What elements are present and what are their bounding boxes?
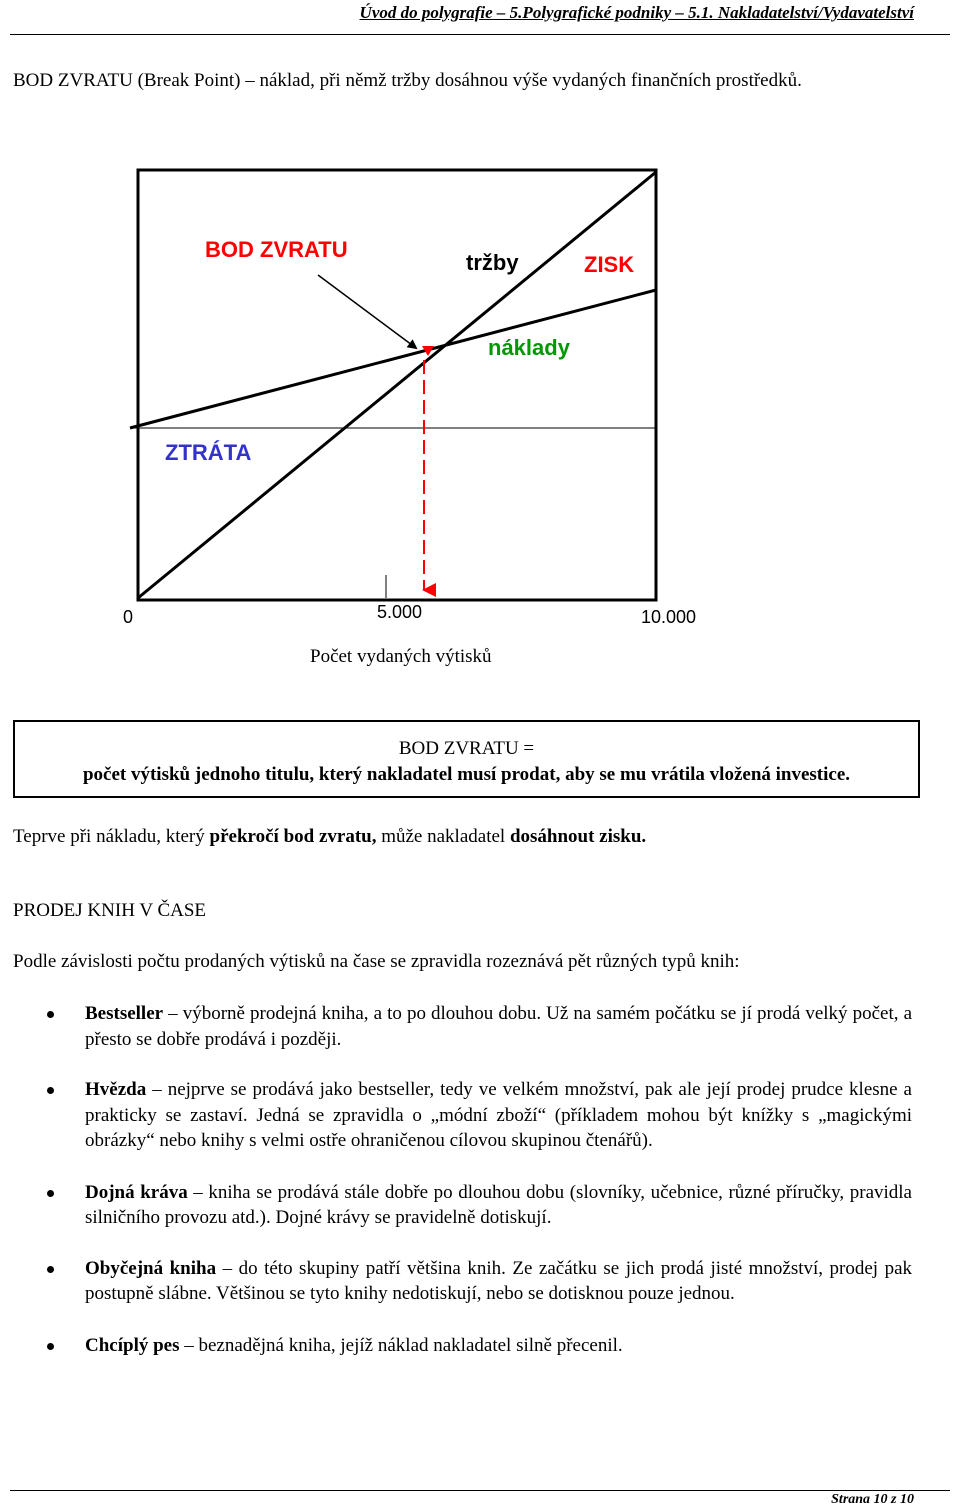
label-loss: ZTRÁTA [165, 440, 252, 465]
x-tick-10000: 10.000 [641, 607, 697, 627]
bullet-icon [47, 1087, 54, 1094]
list-item-obycejna-kniha [85, 1256, 912, 1307]
book-type-name: Chcíplý pes [85, 1334, 180, 1356]
book-type-text: – výborně prodejná kniha, a to po dlouhou dobu. Už na samém počátku se jí prodá velký počet, a přesto se dobře prodává i později. [85, 1003, 912, 1050]
note-part1: Teprve při nákladu, který [13, 826, 210, 847]
note-bold1: překročí bod zvratu, [209, 826, 377, 847]
cost-line [130, 290, 656, 428]
definition-heading: BOD ZVRATU = [398, 738, 535, 759]
label-break-even: BOD ZVRATU [205, 237, 348, 262]
x-axis-label: Počet vydaných výtisků [310, 646, 492, 667]
label-revenue: tržby [466, 250, 519, 275]
list-item-hvezda [85, 1077, 912, 1154]
book-types-list [0, 1001, 960, 1358]
x-tick-5000: 5.000 [377, 602, 423, 622]
book-type-name: Hvězda [85, 1079, 147, 1100]
break-even-note [13, 826, 646, 848]
list-item-chciply-pes [85, 1333, 912, 1359]
bullet-icon [47, 1011, 54, 1018]
note-bold2: dosáhnout zisku. [509, 826, 647, 847]
section-title: PRODEJ KNIH V ČASE [13, 900, 207, 921]
section-intro: Podle závislosti počtu prodaných výtisků na čase se zpravidla rozeznává pět různých typů knih: [13, 951, 740, 972]
footer-divider [10, 1490, 950, 1491]
intro-term: BOD ZVRATU [13, 70, 133, 91]
book-type-name: Bestseller [85, 1003, 164, 1024]
revenue-line [138, 172, 656, 598]
header-title: Úvod do polygrafie – 5.Polygrafické podniky – 5.1. Nakladatelství/Vydavatelství [359, 3, 914, 22]
label-costs: náklady [488, 335, 570, 360]
definition-box [13, 720, 920, 798]
break-even-chart [0, 160, 960, 680]
book-type-text: – kniha se prodává stále dobře po dlouhou dobu (slovníky, učebnice, různé příručky, pravidla silničního provozu atd.). Dojné krávy se pravidelně dotiskují. [85, 1181, 912, 1228]
book-type-name: Obyčejná kniha [85, 1257, 217, 1279]
book-type-name: Dojná kráva [85, 1181, 188, 1203]
x-tick-0: 0 [123, 607, 134, 627]
bullet-icon [47, 1266, 54, 1273]
intro-paragraph [13, 68, 893, 94]
note-part2: může nakladatel [376, 826, 510, 847]
book-type-text: – beznadějná kniha, jejíž náklad nakladatel silně přecenil. [179, 1334, 623, 1356]
list-item-bestseller [85, 1001, 912, 1052]
book-type-text: – nejprve se prodává jako bestseller, tedy ve velkém množství, pak ale její prodej prudce klesne a prakticky se zastaví. Jedná se zpravidla o „módní zboží“ (příkladem mohou být knížky s „magickými obrázky“ nebo knihy s velmi ostře ohraničenou cílovou skupinou čtenářů). [85, 1079, 912, 1151]
bullet-icon [47, 1190, 54, 1197]
bullet-icon [47, 1343, 54, 1350]
intro-text: (Break Point) – náklad, při němž tržby dosáhnou výše vydaných finančních prostředků. [132, 70, 802, 91]
break-even-pointer [318, 275, 416, 348]
header-divider [10, 34, 950, 35]
page-number: Strana 10 z 10 [831, 1492, 914, 1507]
definition-text: počet výtisků jednoho titulu, který nakladatel musí prodat, aby se mu vrátila vložená investice. [82, 764, 851, 785]
book-type-text: – do této skupiny patří většina knih. Ze začátku se jich prodá jisté množství, prodej pak postupně slábne. Většinou se tyto knihy nedotiskují, nebo se dotisknou pouze jednou. [85, 1257, 912, 1304]
list-item-dojna-krava [85, 1180, 912, 1231]
label-profit: ZISK [584, 252, 635, 277]
